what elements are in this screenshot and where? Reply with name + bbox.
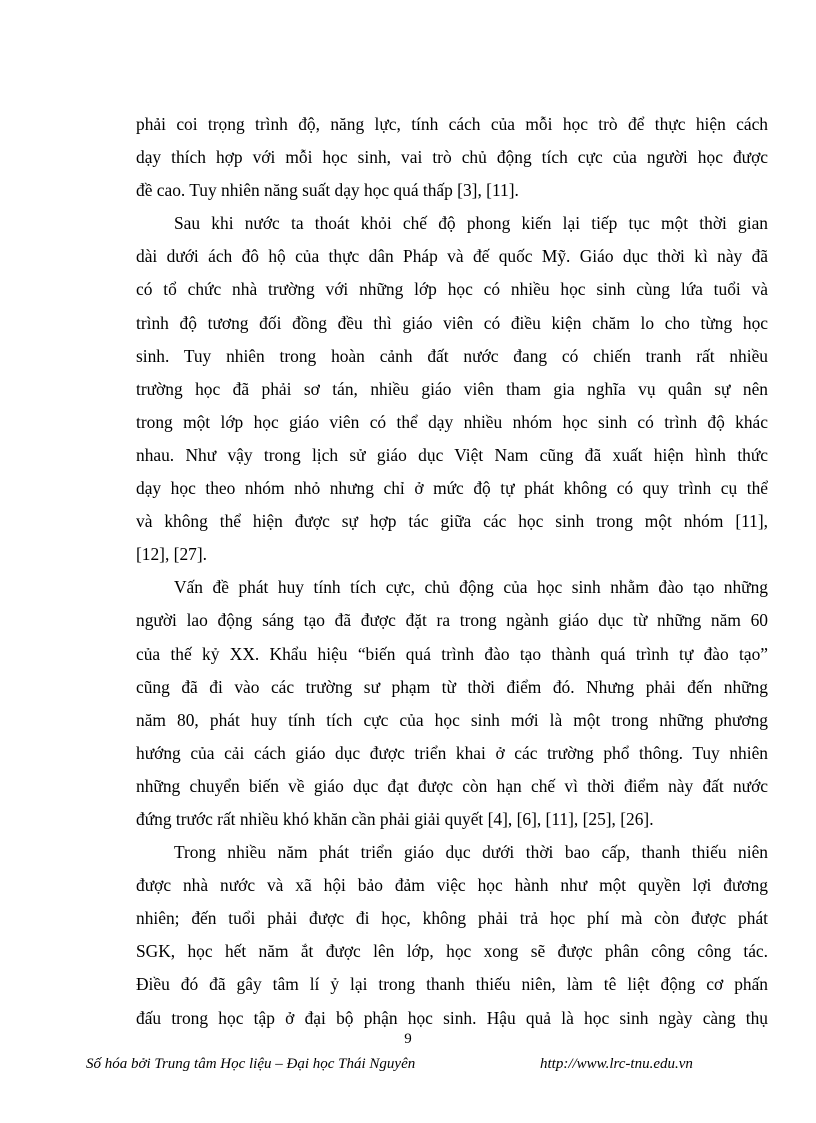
page-number: 9	[404, 1031, 412, 1047]
text-line: và không thể hiện được sự hợp tác giữa các học sinh trong một nhóm [11],	[136, 511, 768, 532]
text-line: dài dưới ách đô hộ của thực dân Pháp và đế quốc Mỹ. Giáo dục thời kì này đã	[136, 246, 768, 267]
paragraph	[136, 571, 768, 836]
text-line: năm 80, phát huy tính tích cực của học sinh mới là một trong những phương	[136, 709, 768, 730]
text-line: đấu trong học tập ở đại bộ phận học sinh. Hậu quả là học sinh ngày càng thụ	[136, 1007, 768, 1028]
text-line: có tổ chức nhà trường với những lớp học có nhiều học sinh cùng lứa tuổi và	[136, 279, 768, 300]
footer-url: http://www.lrc-tnu.edu.vn	[540, 1056, 693, 1072]
text-line: Sau khi nước ta thoát khỏi chế độ phong kiến lại tiếp tục một thời gian	[174, 213, 768, 234]
text-line: trình độ tương đối đồng đều thì giáo viên có điều kiện chăm lo cho từng học	[136, 312, 768, 333]
paragraph	[136, 207, 768, 571]
text-line: nhau. Như vậy trong lịch sử giáo dục Việt Nam cũng đã xuất hiện hình thức	[136, 444, 768, 465]
text-line: phải coi trọng trình độ, năng lực, tính cách của mỗi học trò để thực hiện cách	[136, 114, 768, 134]
text-line: cũng đã đi vào các trường sư phạm từ thời điểm đó. Nhưng phải đến những	[136, 676, 768, 697]
paragraph	[136, 108, 768, 207]
text-line: dạy thích hợp với mỗi học sinh, vai trò chủ động tích cực của người học được	[136, 147, 768, 168]
text-line: Điều đó đã gây tâm lí ỷ lại trong thanh thiếu niên, làm tê liệt động cơ phấn	[136, 974, 768, 995]
text-line: nhiên; đến tuổi phải được đi học, không phải trả học phí mà còn được phát	[136, 908, 768, 929]
text-line: Trong nhiều năm phát triển giáo dục dưới thời bao cấp, thanh thiếu niên	[174, 842, 768, 863]
text-line: [12], [27].	[136, 544, 207, 565]
text-line: của thế kỷ XX. Khẩu hiệu “biến quá trình đào tạo thành quá trình tự đào tạo”	[136, 643, 768, 664]
text-line: trường học đã phải sơ tán, nhiều giáo viên tham gia nghĩa vụ quân sự nên	[136, 378, 768, 399]
text-line: những chuyển biến về giáo dục đạt được còn hạn chế vì thời điểm này đất nước	[136, 775, 768, 796]
text-line: Vấn đề phát huy tính tích cực, chủ động của học sinh nhằm đào tạo những	[174, 577, 768, 598]
text-line: đề cao. Tuy nhiên năng suất dạy học quá thấp [3], [11].	[136, 180, 519, 201]
page-body	[136, 108, 768, 1035]
text-line: được nhà nước và xã hội bảo đảm việc học hành như một quyền lợi đương	[136, 875, 768, 896]
text-line: SGK, học hết năm ắt được lên lớp, học xong sẽ được phân công công tác.	[136, 941, 768, 962]
footer-source: Số hóa bởi Trung tâm Học liệu – Đại học Thái Nguyên	[86, 1056, 416, 1072]
text-line: người lao động sáng tạo đã được đặt ra trong ngành giáo dục từ những năm 60	[136, 610, 768, 631]
text-line: hướng của cải cách giáo dục được triển khai ở các trường phổ thông. Tuy nhiên	[136, 742, 768, 763]
text-line: dạy học theo nhóm nhỏ nhưng chỉ ở mức độ tự phát không có quy trình cụ thể	[136, 478, 768, 499]
paragraph	[136, 836, 768, 1035]
text-line: đứng trước rất nhiều khó khăn cần phải giải quyết [4], [6], [11], [25], [26].	[136, 808, 654, 829]
text-line: sinh. Tuy nhiên trong hoàn cảnh đất nước đang có chiến tranh rất nhiều	[136, 345, 768, 366]
text-line: trong một lớp học giáo viên có thể dạy nhiều nhóm học sinh có trình độ khác	[136, 411, 768, 432]
